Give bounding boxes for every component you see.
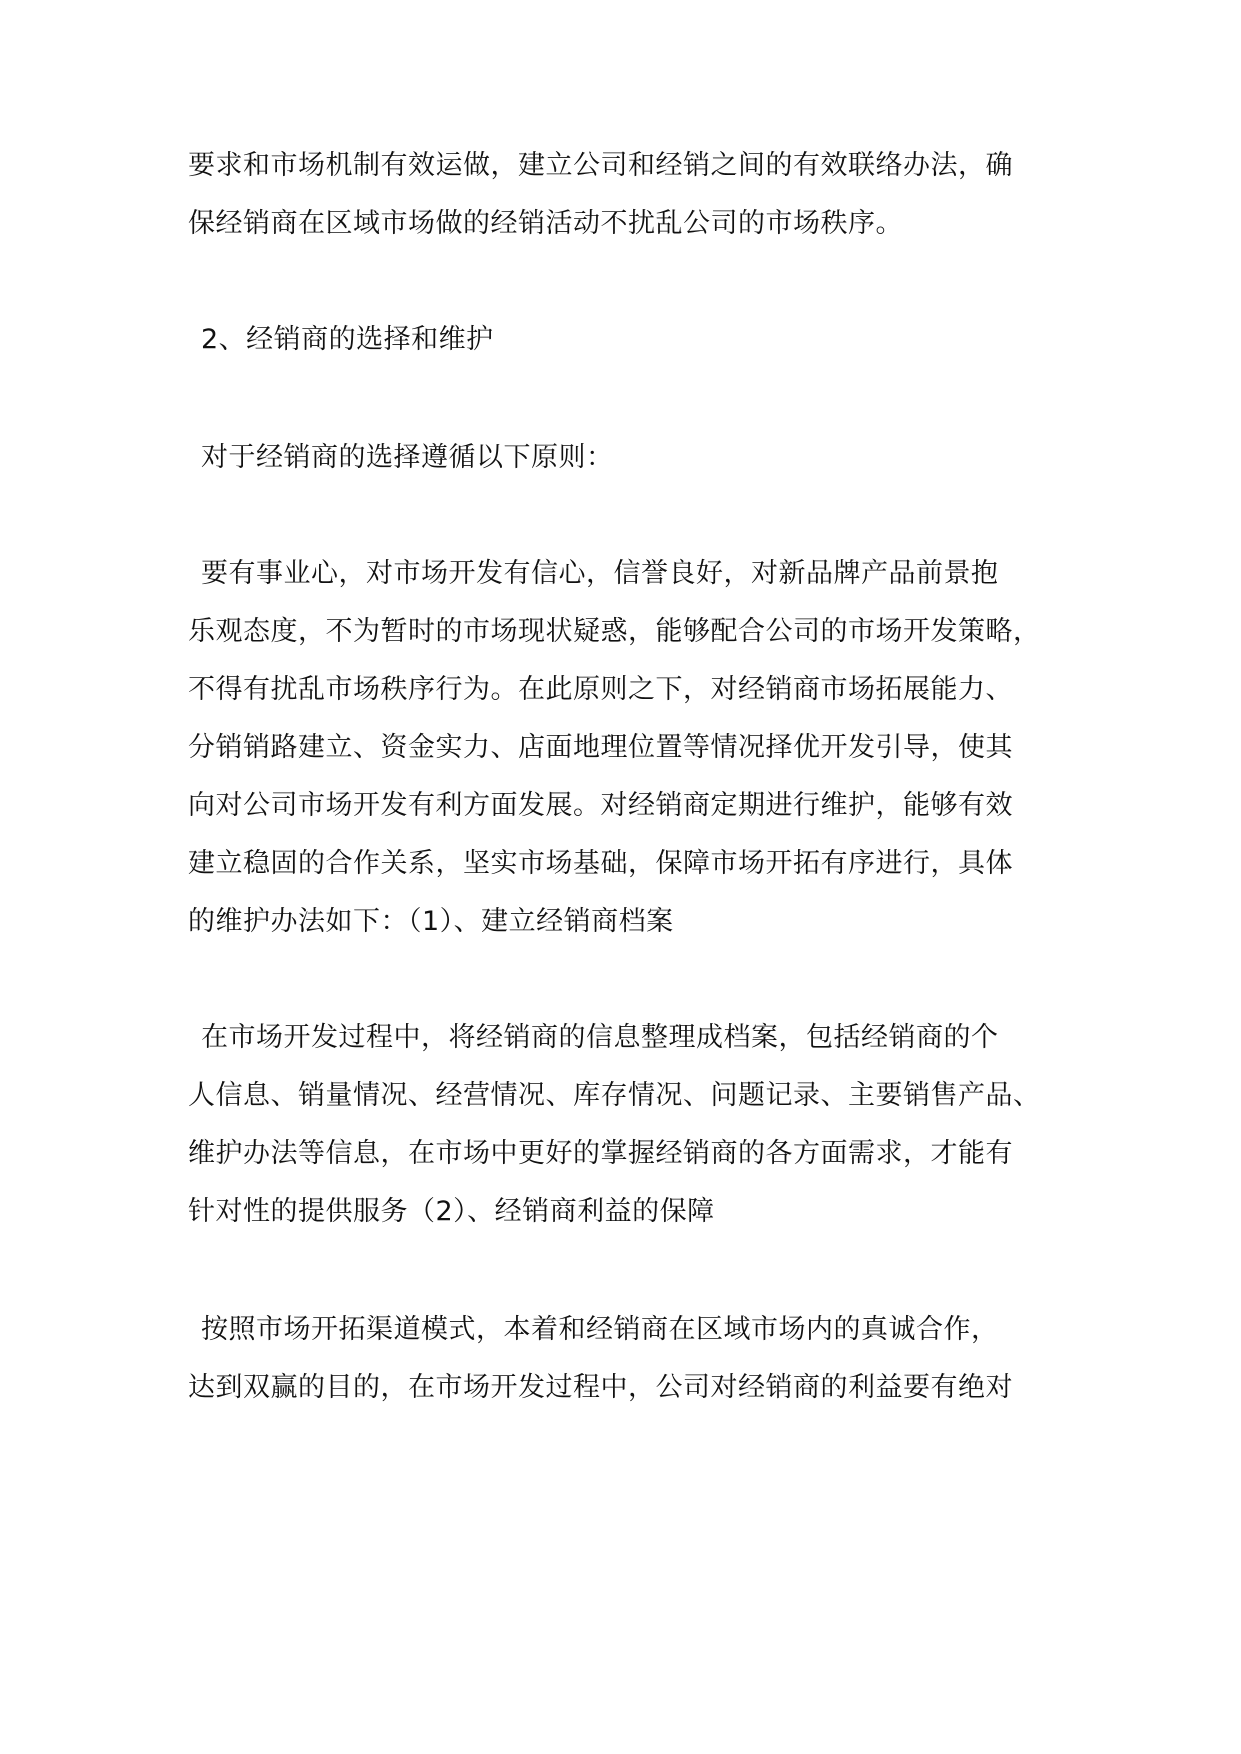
- paragraph-line: 保经销商在区域市场做的经销活动不扰乱公司的市场秩序。: [188, 208, 903, 239]
- paragraph-line: 针对性的提供服务（2）、经销商利益的保障: [188, 1196, 715, 1227]
- paragraph-line: 在市场开发过程中，将经销商的信息整理成档案，包括经销商的个: [201, 1022, 999, 1053]
- paragraph-line: 乐观态度，不为暂时的市场现状疑惑，能够配合公司的市场开发策略，: [188, 616, 1041, 647]
- paragraph-line: 对于经销商的选择遵循以下原则：: [201, 442, 614, 473]
- paragraph-line: 人信息、销量情况、经营情况、库存情况、问题记录、主要销售产品、: [188, 1080, 1041, 1111]
- paragraph-line: 要求和市场机制有效运做，建立公司和经销之间的有效联络办法，确: [188, 150, 1013, 181]
- paragraph-line: 不得有扰乱市场秩序行为。在此原则之下，对经销商市场拓展能力、: [188, 674, 1013, 705]
- paragraph-line: 维护办法等信息，在市场中更好的掌握经销商的各方面需求，才能有: [188, 1138, 1013, 1169]
- paragraph-line: 的维护办法如下：（1）、建立经销商档案: [188, 906, 674, 937]
- paragraph-line: 要有事业心，对市场开发有信心，信誉良好，对新品牌产品前景抱: [201, 558, 999, 589]
- paragraph-line: 分销销路建立、资金实力、店面地理位置等情况择优开发引导，使其: [188, 732, 1013, 763]
- paragraph-line: 向对公司市场开发有利方面发展。对经销商定期进行维护，能够有效: [188, 790, 1013, 821]
- section-heading: 2、经销商的选择和维护: [201, 324, 494, 355]
- paragraph-line: 达到双赢的目的，在市场开发过程中，公司对经销商的利益要有绝对: [188, 1372, 1013, 1403]
- paragraph-line: 按照市场开拓渠道模式，本着和经销商在区域市场内的真诚合作，: [201, 1314, 999, 1345]
- paragraph-line: 建立稳固的合作关系，坚实市场基础，保障市场开拓有序进行，具体: [188, 848, 1013, 879]
